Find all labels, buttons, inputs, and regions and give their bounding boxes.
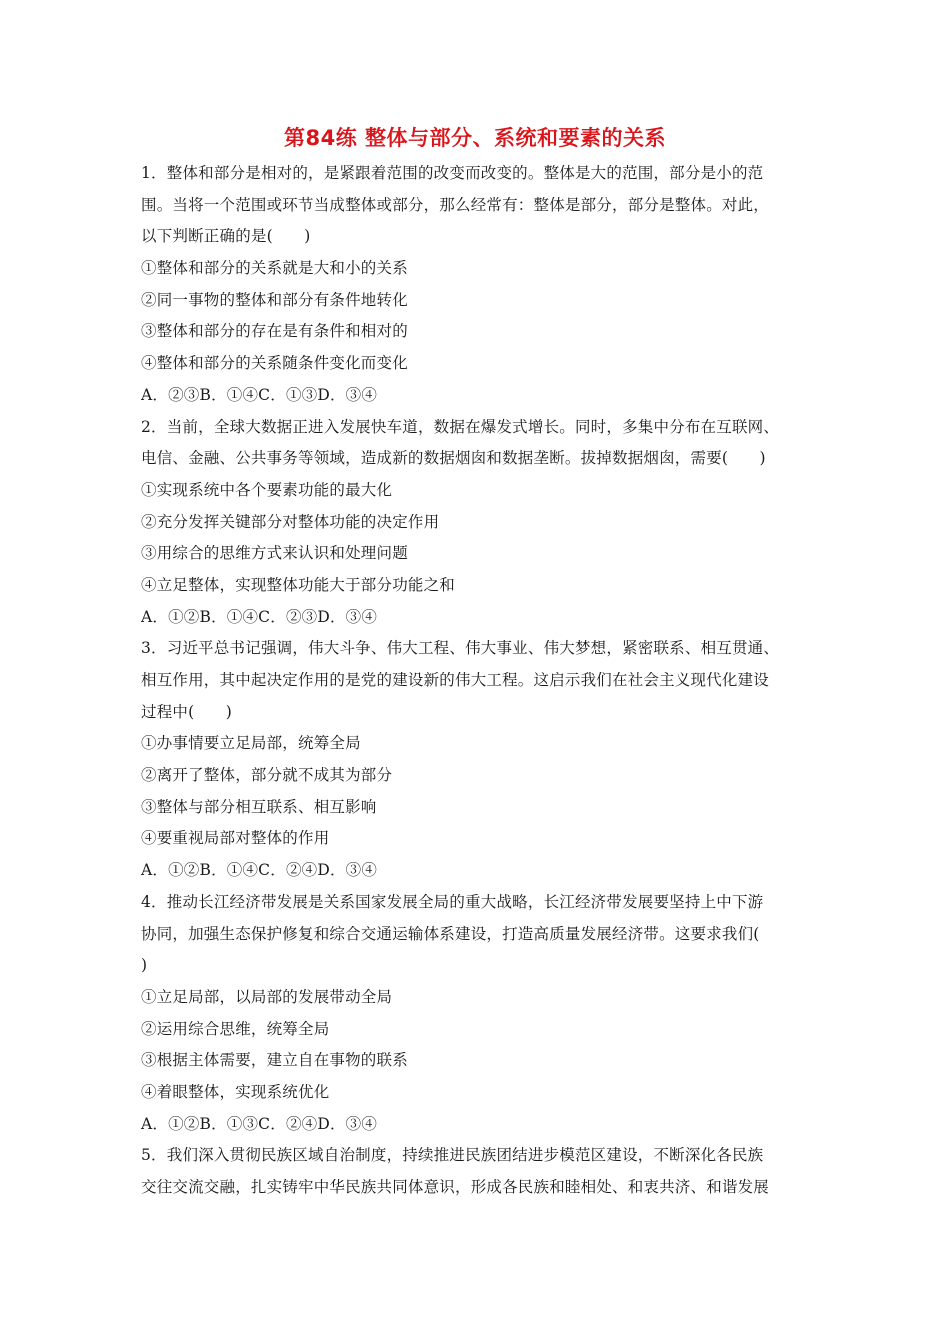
option-line: ②运用综合思维，统筹全局 [141,1019,330,1038]
option-line: ①实现系统中各个要素功能的最大化 [141,480,393,499]
answer-choices: A．①②B．①④C．②④D．③④ [141,861,378,880]
option-line: ④立足整体，实现整体功能大于部分功能之和 [141,575,456,594]
option-line: ③整体和部分的存在是有条件和相对的 [141,322,408,341]
question-stem-line: ) [141,956,148,975]
page-title: 第84练 整体与部分、系统和要素的关系 [283,126,667,150]
question-stem-line: 电信、金融、公共事务等领域，造成新的数据烟囱和数据垄断。拔掉数据烟囱，需要( ) [141,449,766,468]
question-2 [141,412,821,634]
option-line: ①办事情要立足局部，统筹全局 [141,734,361,753]
option-line: ②离开了整体，部分就不成其为部分 [141,766,393,785]
option-line: ②同一事物的整体和部分有条件地转化 [141,290,408,309]
question-stem-line: 交往交流交融，扎实铸牢中华民族共同体意识，形成各民族和睦相处、和衷共济、和谐发展 [141,1178,770,1196]
question-stem-line: 2．当前，全球大数据正进入发展快车道，数据在爆发式增长。同时，多集中分布在互联网、 [141,417,780,436]
option-line: ①整体和部分的关系就是大和小的关系 [141,259,408,278]
question-3 [141,633,821,887]
question-1 [141,158,821,412]
question-list [141,158,821,1204]
answer-choices: A．①②B．①④C．②③D．③④ [141,607,378,626]
question-stem-line: 协同，加强生态保护修复和综合交通运输体系建设，打造高质量发展经济带。这要求我们( [141,924,760,943]
option-line: ③整体与部分相互联系、相互影响 [141,797,377,816]
question-5 [141,1140,821,1203]
question-stem-line: 5．我们深入贯彻民族区域自治制度，持续推进民族团结进步模范区建设，不断深化各民族 [141,1146,764,1165]
question-4 [141,887,821,1141]
option-line: ④着眼整体，实现系统优化 [141,1082,330,1101]
answer-choices: A．①②B．①③C．②④D．③④ [141,1114,378,1133]
option-line: ④要重视局部对整体的作用 [141,829,330,848]
question-stem-line: 过程中( ) [141,702,232,721]
question-stem-line: 围。当将一个范围或环节当成整体或部分，那么经常有：整体是部分，部分是整体。对此， [141,195,770,214]
option-line: ③根据主体需要，建立自在事物的联系 [141,1051,408,1070]
question-stem-line: 1．整体和部分是相对的，是紧跟着范围的改变而改变的。整体是大的范围，部分是小的范 [141,164,764,182]
option-line: ①立足局部，以局部的发展带动全局 [141,987,393,1006]
question-stem-line: 3．习近平总书记强调，伟大斗争、伟大工程、伟大事业、伟大梦想，紧密联系、相互贯通、 [141,639,780,658]
question-stem-line: 4．推动长江经济带发展是关系国家发展全局的重大战略，长江经济带发展要坚持上中下游 [141,892,764,911]
option-line: ④整体和部分的关系随条件变化而变化 [141,354,408,373]
answer-choices: A．②③B．①④C．①③D．③④ [141,385,378,404]
option-line: ③用综合的思维方式来认识和处理问题 [141,544,408,563]
question-stem-line: 以下判断正确的是( ) [141,227,311,246]
option-line: ②充分发挥关键部分对整体功能的决定作用 [141,512,440,531]
question-stem-line: 相互作用，其中起决定作用的是党的建设新的伟大工程。这启示我们在社会主义现代化建设 [141,671,770,689]
